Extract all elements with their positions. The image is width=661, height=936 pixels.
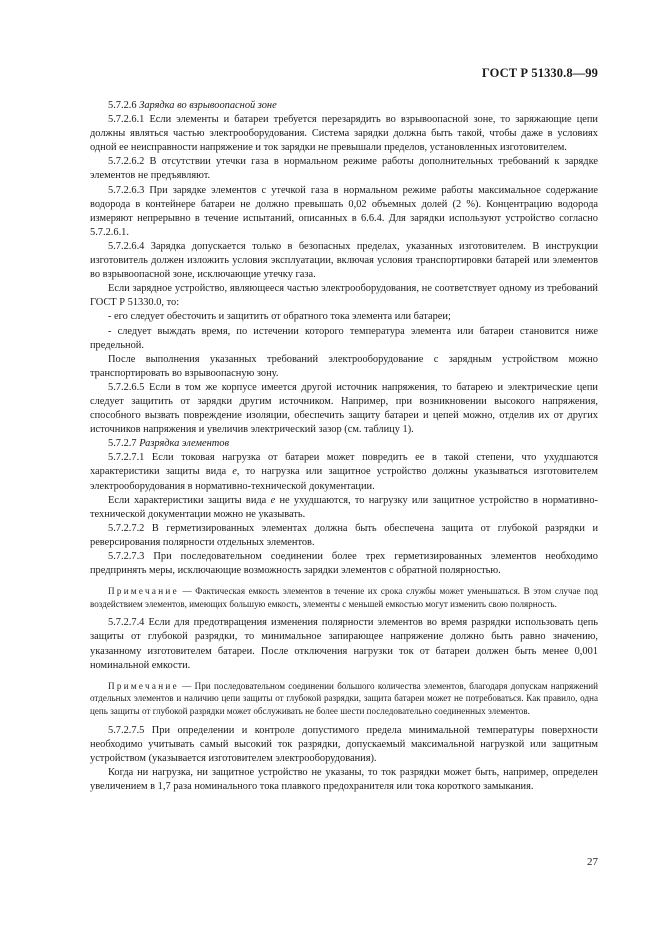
note: Примечание — При последовательном соединении большого количества элементов, благодаря допускам напряжений отдельных элементов и наличию цепи защиты от глубокой разрядки, защита батареи может не потребоваться. Как правило, одна цепь защиты от глубокой разрядки может обслуживать не более шести последовательно соединенных элементов. (90, 680, 598, 716)
document-header: ГОСТ Р 51330.8—99 (481, 66, 598, 80)
paragraph: 5.7.2.7.5 При определении и контроле допустимого предела минимальной температуры поверхности необходимо учитывать самый высокий ток разрядки, допускаемый максимальной нагрузкой или защитным устройством (указывается изготовителем электрооборудования). (90, 724, 598, 764)
list-item: - его следует обесточить и защитить от обратного тока элемента или батареи; (108, 311, 451, 323)
paragraph: После выполнения указанных требований электрооборудование с зарядным устройством можно транспортировать во взрывоопасную зону. (90, 353, 598, 379)
paragraph: 5.7.2.6.3 При зарядке элементов с утечкой газа в нормальном режиме работы максимальное содержание водорода в контейнере батареи не должно превышать 0,02 объемных долей (2 %). Концентрацию водорода измеряют непрерывно в течение испытаний, описанных в 6.6.4. Для зарядки используют устройство согласно 5.7.2.6.1. (90, 184, 598, 238)
paragraph: 5.7.2.7.1 Если токовая нагрузка от батареи может повредить ее в такой степени, что ухудшаются характеристики защиты вида е, то нагрузка или защитное устройство должны указываться изготовителем электрооборудования в нормативно-технической документации. (90, 452, 599, 492)
paragraph: 5.7.2.6.4 Зарядка допускается только в безопасных пределах, указанных изготовителем. В инструкции изготовитель должен изложить условия эксплуатации, включая условия транспортировки батарей или элементов во взрывоопасной зоне, исключающие утечку газа. (90, 240, 598, 281)
paragraph: 5.7.2.6.5 Если в том же корпусе имеется другой источник напряжения, то батарею и электрические цепи следует защитить от зарядки другим источником. Например, при возникновении высокого напряжения, способного вызвать повреждение изоляции, обеспечить защиту батареи и цепей можно, отделив их от других источников напряжения и увеличив электрический зазор (см. таблицу 1). (90, 381, 598, 436)
paragraph: Если характеристики защиты вида е не ухудшаются, то нагрузку или защитное устройство в нормативно-технической документации можно не указывать. (90, 494, 598, 520)
note: Примечание — Фактическая емкость элементов в течение их срока службы может уменьшаться. В этом случае под воздействием элементов, имеющих большую емкость, элементы с меньшей емкостью могут изменить свою полярность. (90, 586, 598, 609)
section-heading: 5.7.2.6 Зарядка во взрывоопасной зоне (108, 100, 277, 111)
note-label: Примечание (108, 680, 179, 691)
page-number: 27 (587, 856, 598, 868)
paragraph: 5.7.2.7.4 Если для предотвращения изменения полярности элементов во время разрядки использовать цепь защиты от глубокой разрядки, то минимальное запирающее напряжение должно быть равно значению, указанному изготовителем батареи. После отключения нагрузки ток от батареи должен быть менее 0,001 номинальной емкости. (90, 617, 598, 671)
paragraph: Когда ни нагрузка, ни защитное устройство не указаны, то ток разрядки может быть, например, определен увеличением в 1,7 раза номинального тока плавкого предохранителя или тока короткого замыкания. (90, 766, 598, 792)
list-item: - следует выждать время, по истечении которого температура элемента или батареи становится ниже предельной. (90, 325, 598, 351)
paragraph: 5.7.2.6.1 Если элементы и батареи требуется перезарядить во взрывоопасной зоне, то заряжающие цепи должны являться частью электрооборудования. Система зарядки должна быть такой, чтобы даже в условиях одной ее неисправности напряжение и ток зарядки не превышали пределов, установленных изготовителем. (90, 114, 598, 154)
note-label: Примечание (108, 586, 179, 597)
paragraph: 5.7.2.6.2 В отсутствии утечки газа в нормальном режиме работы дополнительных требований к зарядке элементов не предъявляют. (90, 156, 598, 182)
paragraph: 5.7.2.7.2 В герметизированных элементах должна быть обеспечена защита от глубокой разрядки и реверсирования полярности отдельных элементов. (90, 522, 598, 548)
paragraph: 5.7.2.7.3 При последовательном соединении более трех герметизированных элементов необходимо предпринять меры, исключающие возможность зарядки элементов с обратной полярностью. (90, 551, 598, 577)
paragraph: Если зарядное устройство, являющееся частью электрооборудования, не соответствует одному из требований ГОСТ Р 51330.0, то: (90, 283, 598, 309)
document-body (90, 99, 598, 794)
section-heading: 5.7.2.7 Разрядка элементов (108, 438, 229, 450)
